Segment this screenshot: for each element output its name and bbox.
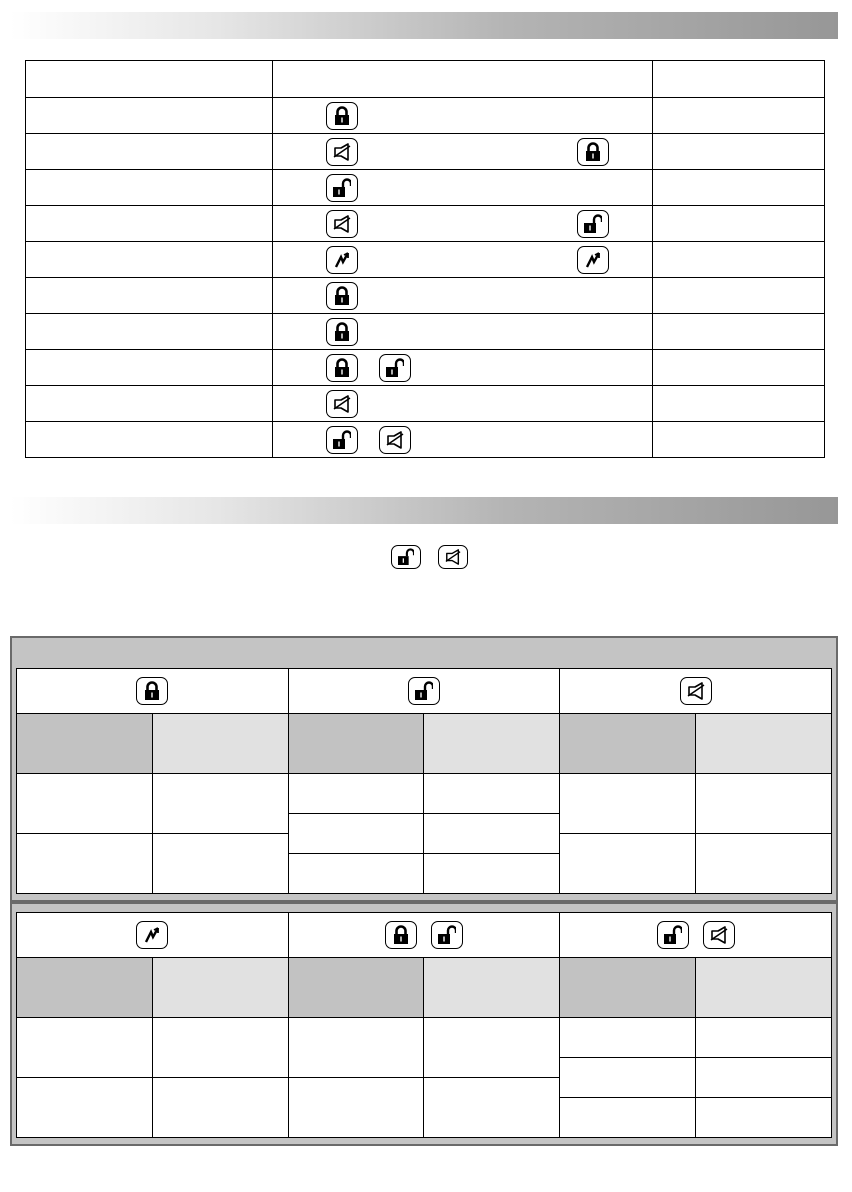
lock-icon	[136, 677, 168, 705]
table-header-row	[26, 61, 825, 98]
remark-cell	[653, 98, 825, 134]
panel-cell	[696, 1018, 832, 1058]
button-cell	[272, 242, 653, 278]
button-cell	[272, 98, 653, 134]
panel-cell	[288, 1018, 424, 1078]
table-row	[26, 350, 825, 386]
remark-cell	[653, 134, 825, 170]
panic-icon	[136, 921, 168, 949]
remark-cell	[653, 206, 825, 242]
button-cell	[272, 134, 653, 170]
table-row	[26, 422, 825, 458]
remark-cell	[653, 422, 825, 458]
panic-icon	[326, 246, 358, 274]
panel-subheader	[424, 714, 560, 774]
panel-subheader	[696, 714, 832, 774]
panel-cell	[152, 1018, 288, 1078]
panel-cell	[152, 774, 288, 834]
unlock-icon	[408, 677, 440, 705]
panel-cell	[696, 1098, 832, 1138]
panel-cell	[17, 1018, 153, 1078]
panel-cell	[560, 1098, 696, 1138]
panel-cell	[288, 1078, 424, 1138]
table-row	[26, 206, 825, 242]
button-panel-frame-bottom	[10, 902, 838, 1146]
button-panel-table	[16, 912, 832, 1138]
function-cell	[26, 314, 273, 350]
panel-subheader	[17, 958, 153, 1018]
trunk-icon	[326, 138, 358, 166]
panel-header-lock-unlock	[288, 913, 560, 958]
remark-cell	[653, 242, 825, 278]
button-panel-frame-top	[10, 636, 838, 902]
remark-cell	[653, 170, 825, 206]
button-header	[272, 61, 653, 98]
panel-header-unlock	[288, 669, 560, 714]
button-cell	[272, 314, 653, 350]
panel-cell	[696, 1058, 832, 1098]
function-cell	[26, 278, 273, 314]
panel-cell	[152, 834, 288, 894]
panel-subheader	[152, 714, 288, 774]
panel-cell	[560, 774, 696, 834]
panel-subheader	[17, 714, 153, 774]
panel-cell	[560, 1058, 696, 1098]
panel-cell	[424, 1078, 560, 1138]
panel-subheader	[560, 958, 696, 1018]
lock-icon	[326, 354, 358, 382]
function-header	[26, 61, 273, 98]
function-table	[25, 60, 825, 458]
remark-header	[653, 61, 825, 98]
lock-icon	[326, 282, 358, 310]
trunk-icon	[326, 390, 358, 418]
table-row	[26, 278, 825, 314]
table-row	[26, 242, 825, 278]
function-cell	[26, 134, 273, 170]
unlock-icon	[379, 354, 411, 382]
panel-header-lock	[17, 669, 289, 714]
table-row	[26, 98, 825, 134]
unlock-icon	[326, 426, 358, 454]
panel-header-trunk	[560, 669, 832, 714]
table-row	[26, 314, 825, 350]
unlock-icon	[391, 545, 421, 569]
button-cell	[272, 386, 653, 422]
section-header-bar	[10, 12, 838, 39]
panel-subheader	[560, 714, 696, 774]
panel-subheader	[424, 958, 560, 1018]
panel-cell	[696, 834, 832, 894]
function-cell	[26, 422, 273, 458]
unlock-icon	[431, 921, 463, 949]
panel-cell	[424, 774, 560, 814]
trunk-icon	[680, 677, 712, 705]
trunk-icon	[703, 921, 735, 949]
panel-cell	[696, 774, 832, 834]
panel-cell	[152, 1078, 288, 1138]
button-cell	[272, 350, 653, 386]
panic-icon	[577, 246, 609, 274]
panel-subheader	[696, 958, 832, 1018]
panel-subheader	[152, 958, 288, 1018]
function-cell	[26, 98, 273, 134]
function-cell	[26, 206, 273, 242]
unlock-icon	[577, 210, 609, 238]
remark-cell	[653, 314, 825, 350]
button-cell	[272, 170, 653, 206]
panel-cell	[424, 1018, 560, 1078]
panel-cell	[560, 834, 696, 894]
trunk-icon	[438, 545, 468, 569]
button-panel-table	[16, 668, 832, 894]
unlock-icon	[657, 921, 689, 949]
trunk-icon	[326, 210, 358, 238]
panel-cell	[288, 774, 424, 814]
panel-cell	[288, 814, 424, 854]
button-cell	[272, 278, 653, 314]
panel-cell	[17, 1078, 153, 1138]
button-cell	[272, 206, 653, 242]
trunk-icon	[379, 426, 411, 454]
remark-cell	[653, 278, 825, 314]
function-cell	[26, 386, 273, 422]
programming-note	[20, 543, 830, 571]
panel-header-panic	[17, 913, 289, 958]
function-cell	[26, 242, 273, 278]
button-cell	[272, 422, 653, 458]
table-row	[26, 134, 825, 170]
panel-subheader	[288, 958, 424, 1018]
table-row	[26, 170, 825, 206]
panel-subheader	[288, 714, 424, 774]
lock-icon	[385, 921, 417, 949]
panel-cell	[424, 814, 560, 854]
remark-cell	[653, 350, 825, 386]
panel-cell	[17, 834, 153, 894]
function-cell	[26, 170, 273, 206]
panel-cell	[424, 854, 560, 894]
section-header-bar	[10, 497, 838, 524]
table-row	[26, 386, 825, 422]
lock-icon	[326, 102, 358, 130]
unlock-icon	[326, 174, 358, 202]
panel-cell	[560, 1018, 696, 1058]
lock-icon	[326, 318, 358, 346]
panel-cell	[17, 774, 153, 834]
panel-header-unlock-trunk	[560, 913, 832, 958]
panel-cell	[288, 854, 424, 894]
lock-icon	[577, 138, 609, 166]
function-cell	[26, 350, 273, 386]
remark-cell	[653, 386, 825, 422]
